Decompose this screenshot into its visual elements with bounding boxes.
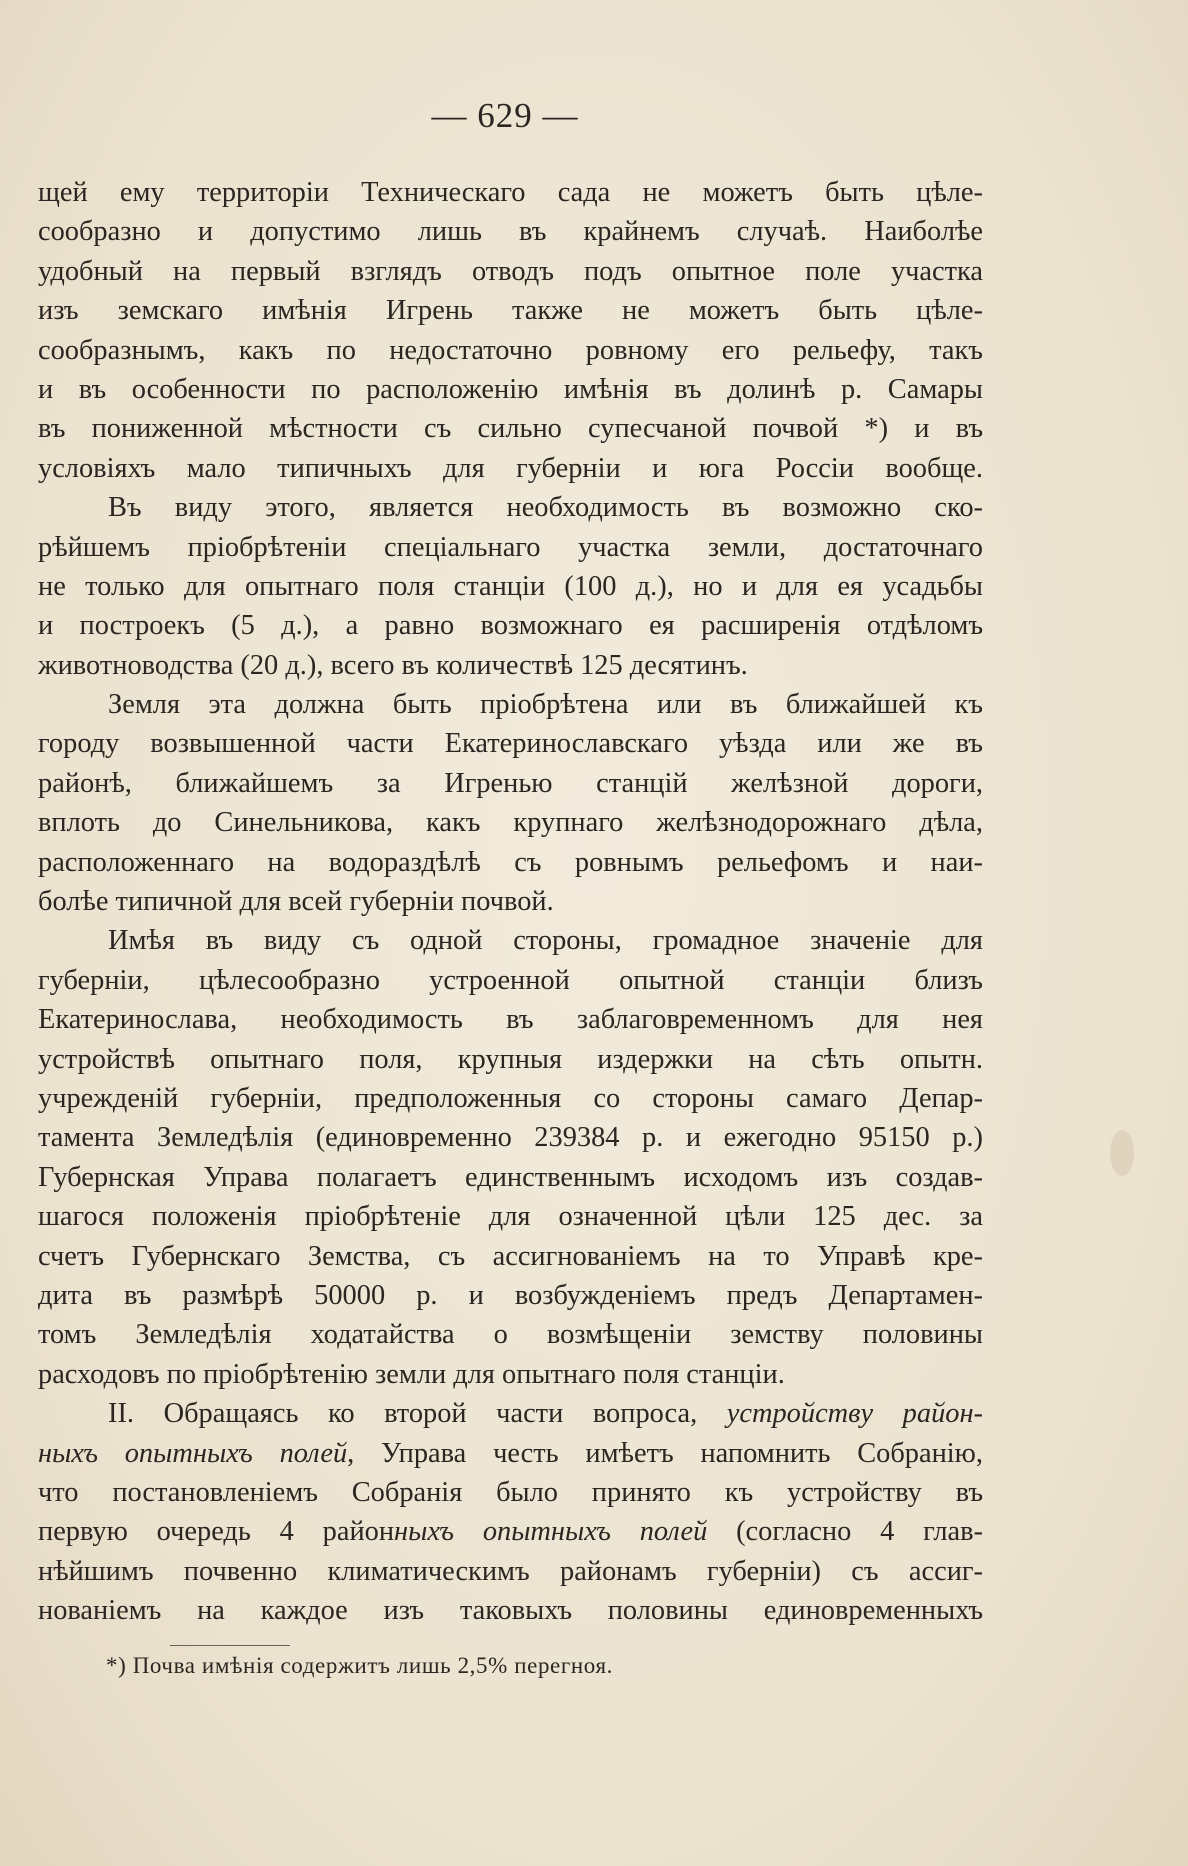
text-line: въ пониженной мѣстности съ сильно супесчаной почвой *) и въ	[38, 413, 983, 445]
text-line: удобный на первый взглядъ отводъ подъ опытное поле участка	[38, 255, 983, 287]
text-line: вплоть до Синельникова, какъ крупнаго желѣзнодорожнаго дѣла,	[38, 807, 983, 839]
text-line: томъ Земледѣлія ходатайства о возмѣщеніи земству половины	[38, 1319, 983, 1351]
body-text	[38, 173, 983, 1630]
text-line: ныхъ опытныхъ полей, Управа честь имѣетъ напомнить Собранію,	[38, 1437, 983, 1469]
text-line: устройствѣ опытнаго поля, крупныя издержки на сѣть опытн.	[38, 1043, 983, 1075]
text-line: щей ему территоріи Техническаго сада не можетъ быть цѣле-	[38, 177, 983, 208]
text-line: условіяхъ мало типичныхъ для губерніи и юга Россіи вообще.	[38, 452, 983, 484]
footnote: *) Почва имѣнія содержитъ лишь 2,5% перегноя.	[106, 1653, 613, 1678]
text-line: счетъ Губернскаго Земства, съ ассигнованіемъ на то Управѣ кре-	[38, 1240, 983, 1272]
footnote-divider	[170, 1645, 290, 1646]
text-line: Екатеринослава, необходимость въ заблаговременномъ для нея	[38, 1004, 983, 1036]
text-line: дита въ размѣрѣ 50000 р. и возбужденіемъ предъ Департамен-	[38, 1279, 983, 1311]
text-line: нѣйшимъ почвенно климатическимъ районамъ губерніи) съ ассиг-	[38, 1555, 983, 1587]
text-line: сообразнымъ, какъ по недостаточно ровному его рельефу, такъ	[38, 334, 983, 366]
text-line: животноводства (20 д.), всего въ количествѣ 125 десятинъ.	[38, 649, 748, 681]
text-line: первую очередь 4 районныхъ опытныхъ полей (согласно 4 глав-	[38, 1516, 983, 1548]
text-line: Имѣя въ виду съ одной стороны, громадное значеніе для	[108, 925, 983, 957]
text-line: районѣ, ближайшемъ за Игренью станцій желѣзной дороги,	[38, 767, 983, 799]
text-line: учрежденій губерніи, предположенныя со стороны самаго Депар-	[38, 1082, 983, 1114]
text-line: не только для опытнаго поля станціи (100 д.), но и для ея усадьбы	[38, 570, 983, 602]
text-line: и построекъ (5 д.), а равно возможнаго ея расширенія отдѣломъ	[38, 610, 983, 642]
text-line: расположеннаго на водораздѣлѣ съ ровнымъ рельефомъ и наи-	[38, 846, 983, 878]
text-line: изъ земскаго имѣнія Игрень также не можетъ быть цѣле-	[38, 295, 983, 327]
text-line: рѣйшемъ пріобрѣтеніи спеціальнаго участка земли, достаточнаго	[38, 531, 983, 563]
text-line: Въ виду этого, является необходимость въ возможно ско-	[108, 492, 983, 524]
text-line: что постановленіемъ Собранія было принято къ устройству въ	[38, 1476, 983, 1508]
text-line: городу возвышенной части Екатеринославскаго уѣзда или же въ	[38, 728, 983, 760]
text-line: шагося положенія пріобрѣтеніе для означенной цѣли 125 дес. за	[38, 1201, 983, 1233]
text-line: Губернская Управа полагаетъ единственнымъ исходомъ изъ создав-	[38, 1161, 983, 1193]
paper-stain	[1110, 1130, 1134, 1176]
text-line: II. Обращаясь ко второй части вопроса, устройству район-	[108, 1398, 983, 1430]
text-line: сообразно и допустимо лишь въ крайнемъ случаѣ. Наиболѣе	[38, 216, 983, 248]
text-line: нованіемъ на каждое изъ таковыхъ половины единовременныхъ	[38, 1595, 983, 1627]
text-line: губерніи, цѣлесообразно устроенной опытной станціи близъ	[38, 964, 983, 996]
text-line: болѣе типичной для всей губерніи почвой.	[38, 886, 554, 918]
text-line: Земля эта должна быть пріобрѣтена или въ ближайшей къ	[108, 689, 983, 721]
text-line: тамента Земледѣлія (единовременно 239384 р. и ежегодно 95150 р.)	[38, 1122, 983, 1154]
text-line: и въ особенности по расположенію имѣнія въ долинѣ р. Самары	[38, 373, 983, 405]
text-line: расходовъ по пріобрѣтенію земли для опытнаго поля станціи.	[38, 1358, 785, 1390]
page-number: — 629 —	[431, 96, 579, 135]
